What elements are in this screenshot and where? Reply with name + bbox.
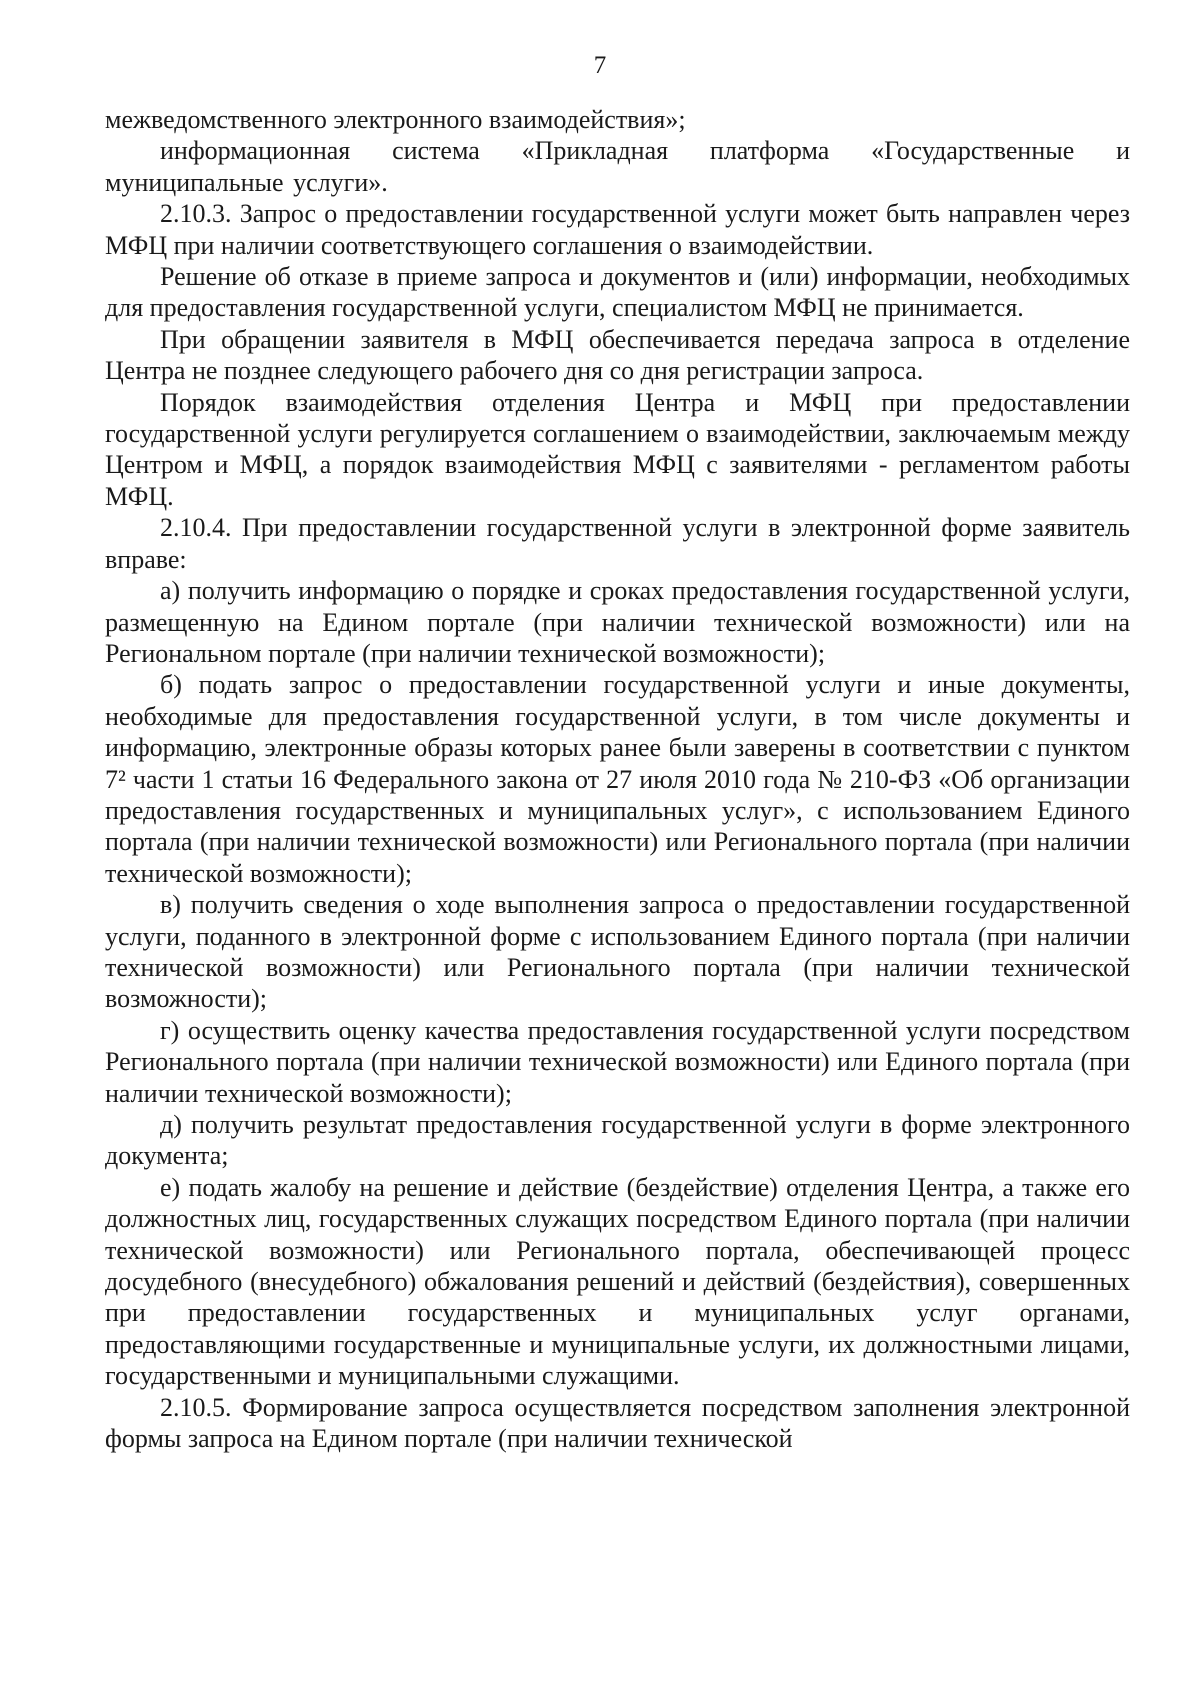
paragraph: информационная система «Прикладная платформа «Государственные и муниципальные услуги».: [105, 136, 1130, 197]
document-body: [105, 104, 1130, 1454]
paragraph: 2.10.5. Формирование запроса осуществляется посредством заполнения электронной формы запроса на Едином портале (при наличии технической: [105, 1392, 1130, 1454]
paragraph: д) получить результат предоставления государственной услуги в форме электронного документа;: [105, 1110, 1130, 1171]
paragraph: При обращении заявителя в МФЦ обеспечивается передача запроса в отделение Центра не позднее следующего рабочего дня со дня регистрации запроса.: [105, 324, 1130, 386]
paragraph: 2.10.4. При предоставлении государственной услуги в электронной форме заявитель вправе:: [105, 513, 1130, 574]
paragraph: в) получить сведения о ходе выполнения запроса о предоставлении государственной услуги, поданного в электронной форме с использованием Единого портала (при наличии технической возможности) или Регионального портала (при наличии технической возможности);: [105, 890, 1130, 1014]
paragraph: е) подать жалобу на решение и действие (бездействие) отделения Центра, а также его должностных лиц, государственных служащих посредством Единого портала (при наличии технической возможности) или Регионального портала, обеспечивающей процесс досудебного (внесудебного) обжалования решений и действий (бездействия), совершенных при предоставлении государственных и муниципальных услуг органами, предоставляющими государственные и муниципальные услуги, их должностными лицами, государственными и муниципальными служащими.: [105, 1172, 1130, 1391]
paragraph: Порядок взаимодействия отделения Центра и МФЦ при предоставлении государственной услуги регулируется соглашением о взаимодействии, заключаемым между Центром и МФЦ, а порядок взаимодействия МФЦ с заявителями - регламентом работы МФЦ.: [105, 387, 1130, 511]
page-number: 7: [593, 52, 607, 79]
paragraph: Решение об отказе в приеме запроса и документов и (или) информации, необходимых для предоставления государственной услуги, специалистом МФЦ не принимается.: [105, 262, 1130, 323]
paragraph: 2.10.3. Запрос о предоставлении государственной услуги может быть направлен через МФЦ при наличии соответствующего соглашения о взаимодействии.: [105, 199, 1130, 260]
paragraph: г) осуществить оценку качества предоставления государственной услуги посредством Регионального портала (при наличии технической возможности) или Единого портала (при наличии технической возможности);: [105, 1015, 1130, 1108]
paragraph: а) получить информацию о порядке и сроках предоставления государственной услуги, размещенную на Едином портале (при наличии технической возможности) или на Региональном портале (при наличии технической возможности);: [105, 576, 1130, 668]
paragraph: межведомственного электронного взаимодействия»;: [105, 105, 686, 134]
paragraph: б) подать запрос о предоставлении государственной услуги и иные документы, необходимые для предоставления государственной услуги, в том числе документы и информацию, электронные образы которых ранее были заверены в соответствии с пунктом 7² части 1 статьи 16 Федерального закона от 27 июля 2010 года № 210-ФЗ «Об организации предоставления государственных и муниципальных услуг», с использованием Единого портала (при наличии технической возможности) или Регионального портала (при наличии технической возможности);: [105, 670, 1130, 888]
